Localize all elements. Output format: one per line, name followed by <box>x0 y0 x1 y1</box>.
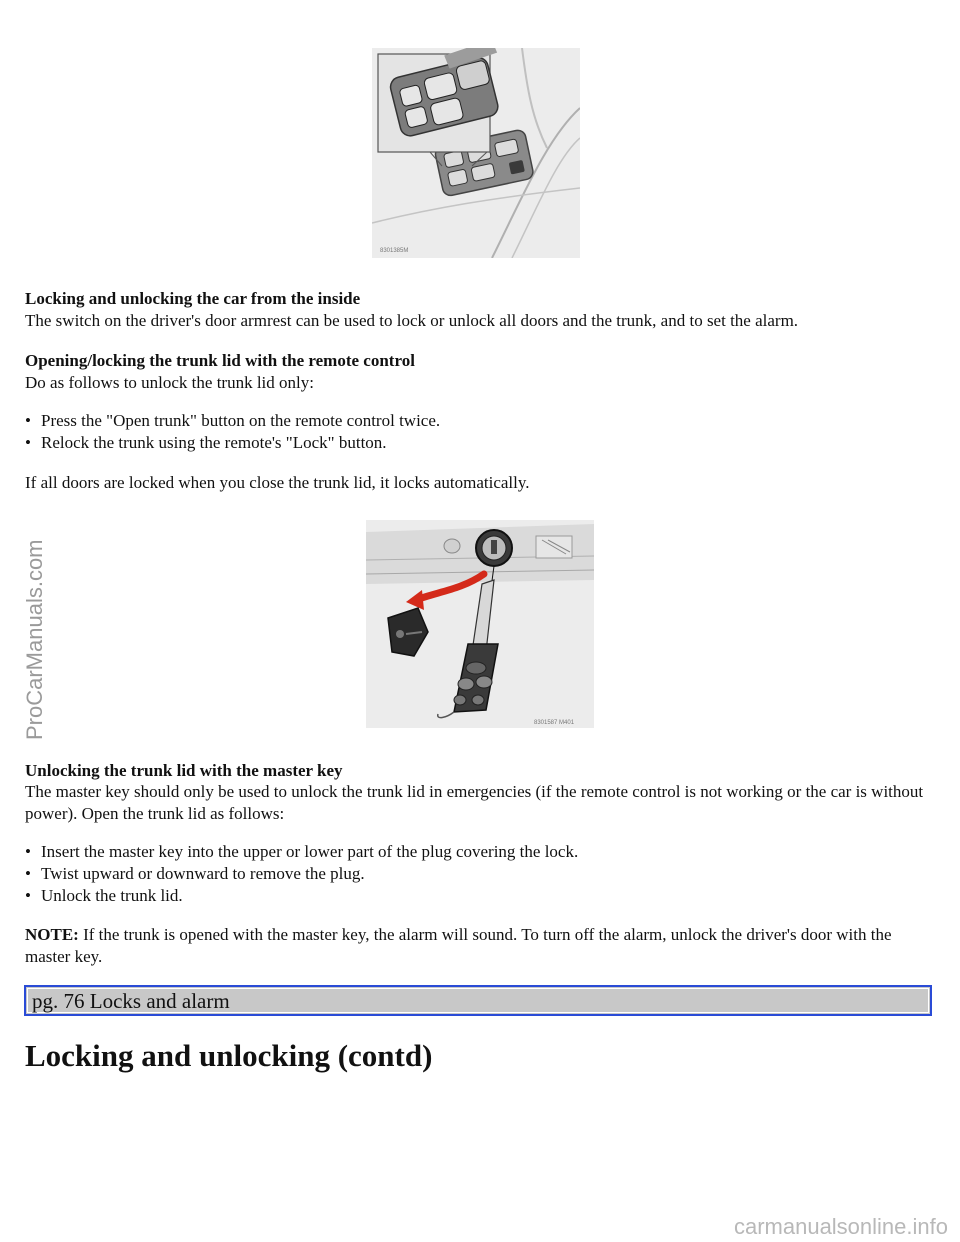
figure1-code: 8301385M <box>380 248 409 254</box>
figure2-code: 8301587 M401 <box>534 720 575 726</box>
paragraph-master-key: The master key should only be used to unlock the trunk lid in emergencies (if the remote control is not working or the car is without power). Open the trunk lid as follows: <box>25 782 924 823</box>
armrest-switch-illustration <box>372 48 580 258</box>
paragraph-remote-trunk-intro: Do as follows to unlock the trunk lid only: <box>25 373 314 392</box>
heading-lock-from-inside: Locking and unlocking the car from the inside <box>25 289 361 308</box>
note-paragraph <box>25 924 940 968</box>
paragraph-auto-lock: If all doors are locked when you close the trunk lid, it locks automatically. <box>25 473 530 492</box>
heading-master-key: Unlocking the trunk lid with the master key <box>25 761 343 780</box>
list-item: • Twist upward or downward to remove the plug. <box>25 863 925 885</box>
list-item: • Insert the master key into the upper or lower part of the plug covering the lock. <box>25 841 925 863</box>
page-section-bar <box>24 985 932 1016</box>
list-item: • Press the "Open trunk" button on the remote control twice. <box>25 410 925 432</box>
master-key-drawing <box>366 520 594 728</box>
heading-remote-trunk: Opening/locking the trunk lid with the remote control <box>25 351 415 370</box>
paragraph-lock-from-inside: The switch on the driver's door armrest can be used to lock or unlock all doors and the trunk, and to set the alarm. <box>25 311 799 330</box>
note-text: If the trunk is opened with the master key, the alarm will sound. To turn off the alarm, unlock the driver's door with the master key. <box>25 925 892 966</box>
page-section-label: pg. 76 Locks and alarm <box>32 989 230 1013</box>
list-item: • Relock the trunk using the remote's "Lock" button. <box>25 432 925 454</box>
master-key-illustration <box>366 520 594 728</box>
side-watermark: ProCarManuals.com <box>22 539 47 740</box>
master-key-steps-list <box>25 841 925 907</box>
footer-watermark: carmanualsonline.info <box>733 1214 948 1239</box>
remote-steps-list <box>25 410 925 454</box>
page-title: Locking and unlocking (contd) <box>25 1038 433 1073</box>
note-label: NOTE: <box>25 925 79 944</box>
armrest-switch-drawing <box>372 48 580 258</box>
list-item: • Unlock the trunk lid. <box>25 885 925 907</box>
